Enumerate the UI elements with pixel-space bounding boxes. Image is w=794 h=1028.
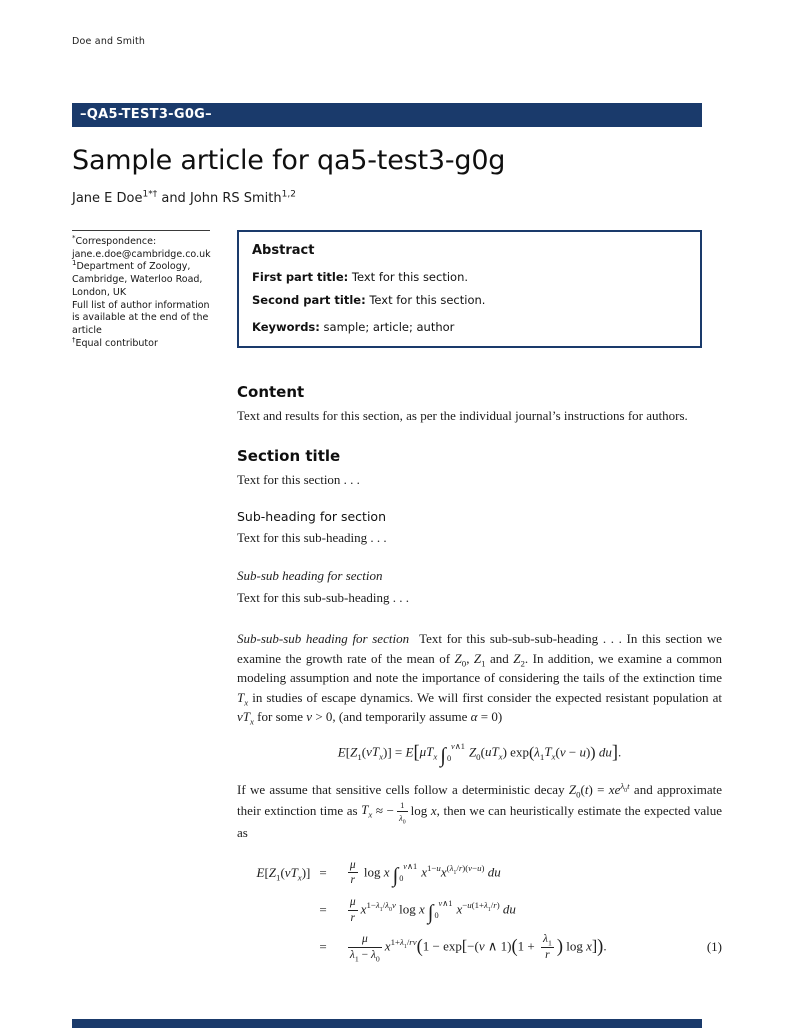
equation-rhs-1: $\frac{\mu}{r}$ log x ∫ v∧1 0 $x^{1-u}x^{(\lambda_1/r)(v-u)}$ du bbox=[349, 858, 501, 887]
subsub-paragraph: Text for this sub-sub-heading . . . bbox=[237, 589, 410, 605]
article-body bbox=[237, 383, 722, 965]
keywords-label: Keywords: bbox=[252, 320, 320, 335]
estimate-paragraph: If we assume that sensitive cells follow a deterministic decay $Z_0(t) = xe^{\lambda_0t}$ and approximate their extinction time as $T_x$ ≈ − $\frac{1}{\lambda_0}$ log x, then we can heuristically estimate the expected value as bbox=[237, 780, 723, 841]
abstract-part-2-label: Second part title: bbox=[252, 293, 366, 308]
affiliation: $^1$Department of Zoology, Cambridge, Waterloo Road, London, UK bbox=[72, 259, 203, 298]
banner-label: –QA5-TEST3-G0G– bbox=[80, 107, 212, 122]
abstract-part-1 bbox=[252, 269, 687, 285]
equation-lhs: $E[Z_1(vT_x)]$ bbox=[256, 865, 311, 883]
display-equation: $E[Z_1(vT_x)] = E[\mu T_x$ ∫ v∧1 0 $Z_0(uT_x) \exp(\lambda_1T_x(v - u))$ du]. bbox=[337, 741, 622, 768]
subsubsub-paragraph bbox=[237, 629, 722, 727]
running-head: Doe and Smith bbox=[72, 36, 146, 47]
equation-lhs-spacer-3 bbox=[237, 929, 310, 966]
equation-lhs-spacer-2 bbox=[237, 892, 310, 929]
abstract-box bbox=[237, 230, 702, 348]
equation-rhs-2: $\frac{\mu}{r}$ $x^{1-\lambda_1/\lambda_0v}$ log x ∫ v∧1 0 $x^{-u(1+\lambda_1/r)}$ du bbox=[349, 895, 516, 924]
subsubsub-heading: Sub-sub-sub heading for section bbox=[237, 631, 410, 647]
equation-number-slot-2 bbox=[701, 892, 722, 929]
equation-row-1 bbox=[237, 855, 722, 892]
content-paragraph: Text and results for this section, as per the individual journal’s instructions for authors. bbox=[237, 408, 688, 424]
author-info-note: Full list of author information is available at the end of the article bbox=[72, 299, 210, 337]
equation-number-slot-1 bbox=[701, 855, 722, 892]
authors-line: Jane E Doe$^{1*\dagger}$ and John RS Smith$^{1,2}$ bbox=[72, 189, 296, 206]
abstract-keywords bbox=[252, 319, 687, 335]
section-paragraph: Text for this section . . . bbox=[237, 471, 360, 487]
keywords-text: sample; article; author bbox=[323, 320, 455, 335]
equals-sign: = bbox=[319, 902, 327, 918]
equation-row-2 bbox=[237, 892, 722, 929]
equation-number: (1) bbox=[706, 939, 722, 955]
footer-bar bbox=[72, 1019, 702, 1028]
equals-sign: = bbox=[319, 939, 327, 955]
equation-array bbox=[237, 855, 722, 966]
equation-row-3 bbox=[237, 929, 722, 966]
article-title: Sample article for qa5-test3-g0g bbox=[72, 145, 506, 176]
abstract-part-2 bbox=[252, 292, 687, 308]
sub-paragraph: Text for this sub-heading . . . bbox=[237, 530, 387, 546]
abstract-part-1-label: First part title: bbox=[252, 270, 349, 285]
abstract-part-2-text: Text for this section. bbox=[369, 293, 486, 308]
header-columns bbox=[72, 230, 722, 350]
subsub-heading: Sub-sub heading for section bbox=[237, 567, 383, 583]
correspondence-label: *Correspondence: bbox=[72, 233, 157, 247]
content-heading: Content bbox=[237, 383, 305, 402]
correspondence-email: jane.e.doe@cambridge.co.uk bbox=[72, 248, 211, 260]
article-type-banner bbox=[72, 103, 702, 127]
equation-rhs-3: $\frac{\mu}{\lambda_1 - \lambda_0}$ $x^{1+\lambda_1/rv}(1 - \exp[-(v$ ∧ 1)(1 + $\frac{\lambda_1}{r}$ ) log x]). bbox=[349, 932, 607, 963]
sidebar-divider bbox=[72, 230, 210, 231]
sub-heading: Sub-heading for section bbox=[237, 509, 386, 525]
subsubsub-text: Text for this sub-sub-sub-heading . . . In this section we examine the growth rate of the mean of $Z_0$, $Z_1$ and $Z_2$. In addition, we examine a common modeling assumption and note the importance of considering the tails of the extinction time $T_x$ in studies of escape dynamics. We will first consider the expected resistant population at $vT_x$ for some v > 0, (and temporarily assume α = 0) bbox=[237, 631, 723, 728]
abstract-part-1-text: Text for this section. bbox=[351, 270, 469, 285]
equals-sign: = bbox=[319, 865, 327, 881]
author-info-sidebar bbox=[72, 230, 217, 350]
abstract-heading: Abstract bbox=[252, 243, 315, 258]
section-title-heading: Section title bbox=[237, 446, 341, 465]
equal-contributor-note: †Equal contributor bbox=[72, 335, 158, 349]
